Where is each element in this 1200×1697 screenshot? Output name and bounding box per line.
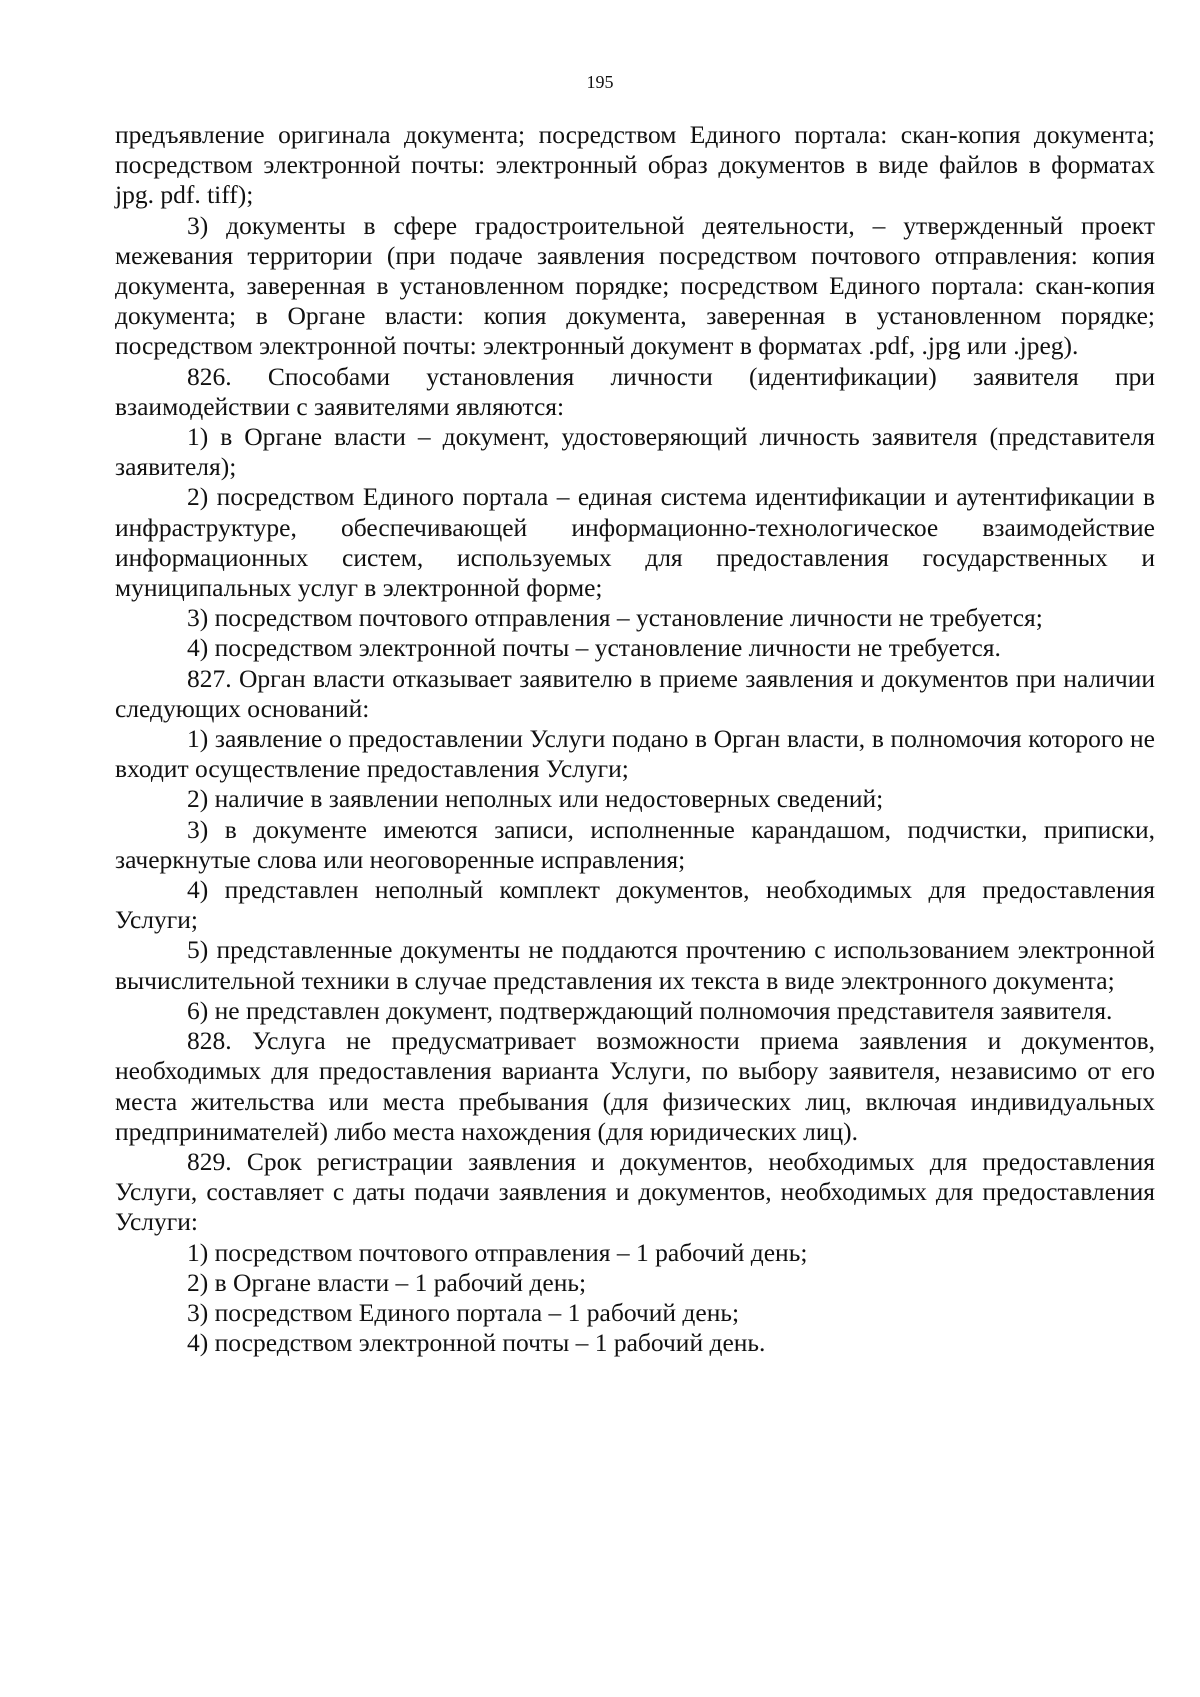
paragraph: 4) посредством электронной почты – установление личности не требуется.	[187, 633, 1001, 663]
paragraph: 3) в документе имеются записи, исполненные карандашом, подчистки, приписки, зачеркнутые слова или неоговоренные исправления;	[115, 814, 1155, 874]
paragraph: 2) посредством Единого портала – единая система идентификации и аутентификации в инфраструктуре, обеспечивающей информационно-технологическое взаимодействие информационных систем, используемых для предоставления государственных и муниципальных услуг в электронной форме;	[115, 482, 1155, 603]
paragraph: 4) представлен неполный комплект документов, необходимых для предоставления Услуги;	[115, 875, 1155, 935]
paragraph: 6) не представлен документ, подтверждающий полномочия представителя заявителя.	[187, 995, 1113, 1025]
paragraph: 3) посредством почтового отправления – установление личности не требуется;	[187, 603, 1043, 633]
paragraph: 1) посредством почтового отправления – 1 рабочий день;	[187, 1237, 808, 1267]
paragraph: 829. Срок регистрации заявления и документов, необходимых для предоставления Услуги, составляет с даты подачи заявления и документов, необходимых для предоставления Услуги:	[115, 1146, 1155, 1237]
paragraph: 3) посредством Единого портала – 1 рабочий день;	[187, 1297, 740, 1327]
page-number: 195	[586, 72, 614, 92]
paragraph: 1) заявление о предоставлении Услуги подано в Орган власти, в полномочия которого не входит осуществление предоставления Услуги;	[115, 724, 1155, 784]
paragraph: 2) в Органе власти – 1 рабочий день;	[187, 1267, 587, 1297]
paragraph: 2) наличие в заявлении неполных или недостоверных сведений;	[187, 784, 884, 814]
paragraph: 4) посредством электронной почты – 1 рабочий день.	[187, 1328, 766, 1358]
paragraph: 828. Услуга не предусматривает возможности приема заявления и документов, необходимых для предоставления варианта Услуги, по выбору заявителя, независимо от его места жительства или места пребывания (для физических лиц, включая индивидуальных предпринимателей) либо места нахождения (для юридических лиц).	[115, 1026, 1155, 1146]
paragraph: 826. Способами установления личности (идентификации) заявителя при взаимодействии с заявителями являются:	[115, 361, 1155, 421]
paragraph: предъявление оригинала документа; посредством Единого портала: скан-копия документа; посредством электронной почты: электронный образ документов в виде файлов в форматах jpg. pdf. tiff);	[115, 120, 1155, 210]
paragraph: 5) представленные документы не поддаются прочтению с использованием электронной вычислительной техники в случае представления их текста в виде электронного документа;	[115, 935, 1155, 995]
document-body	[115, 120, 1155, 1358]
paragraph: 827. Орган власти отказывает заявителю в приеме заявления и документов при наличии следующих оснований:	[115, 663, 1155, 723]
paragraph: 1) в Органе власти – документ, удостоверяющий личность заявителя (представителя заявителя);	[115, 422, 1155, 482]
paragraph: 3) документы в сфере градостроительной деятельности, – утвержденный проект межевания территории (при подаче заявления посредством почтового отправления: копия документа, заверенная в установленном порядке; посредством Единого портала: скан-копия документа; в Органе власти: копия документа, заверенная в установленном порядке; посредством электронной почты: электронный документ в форматах .pdf, .jpg или .jpeg).	[115, 210, 1155, 361]
